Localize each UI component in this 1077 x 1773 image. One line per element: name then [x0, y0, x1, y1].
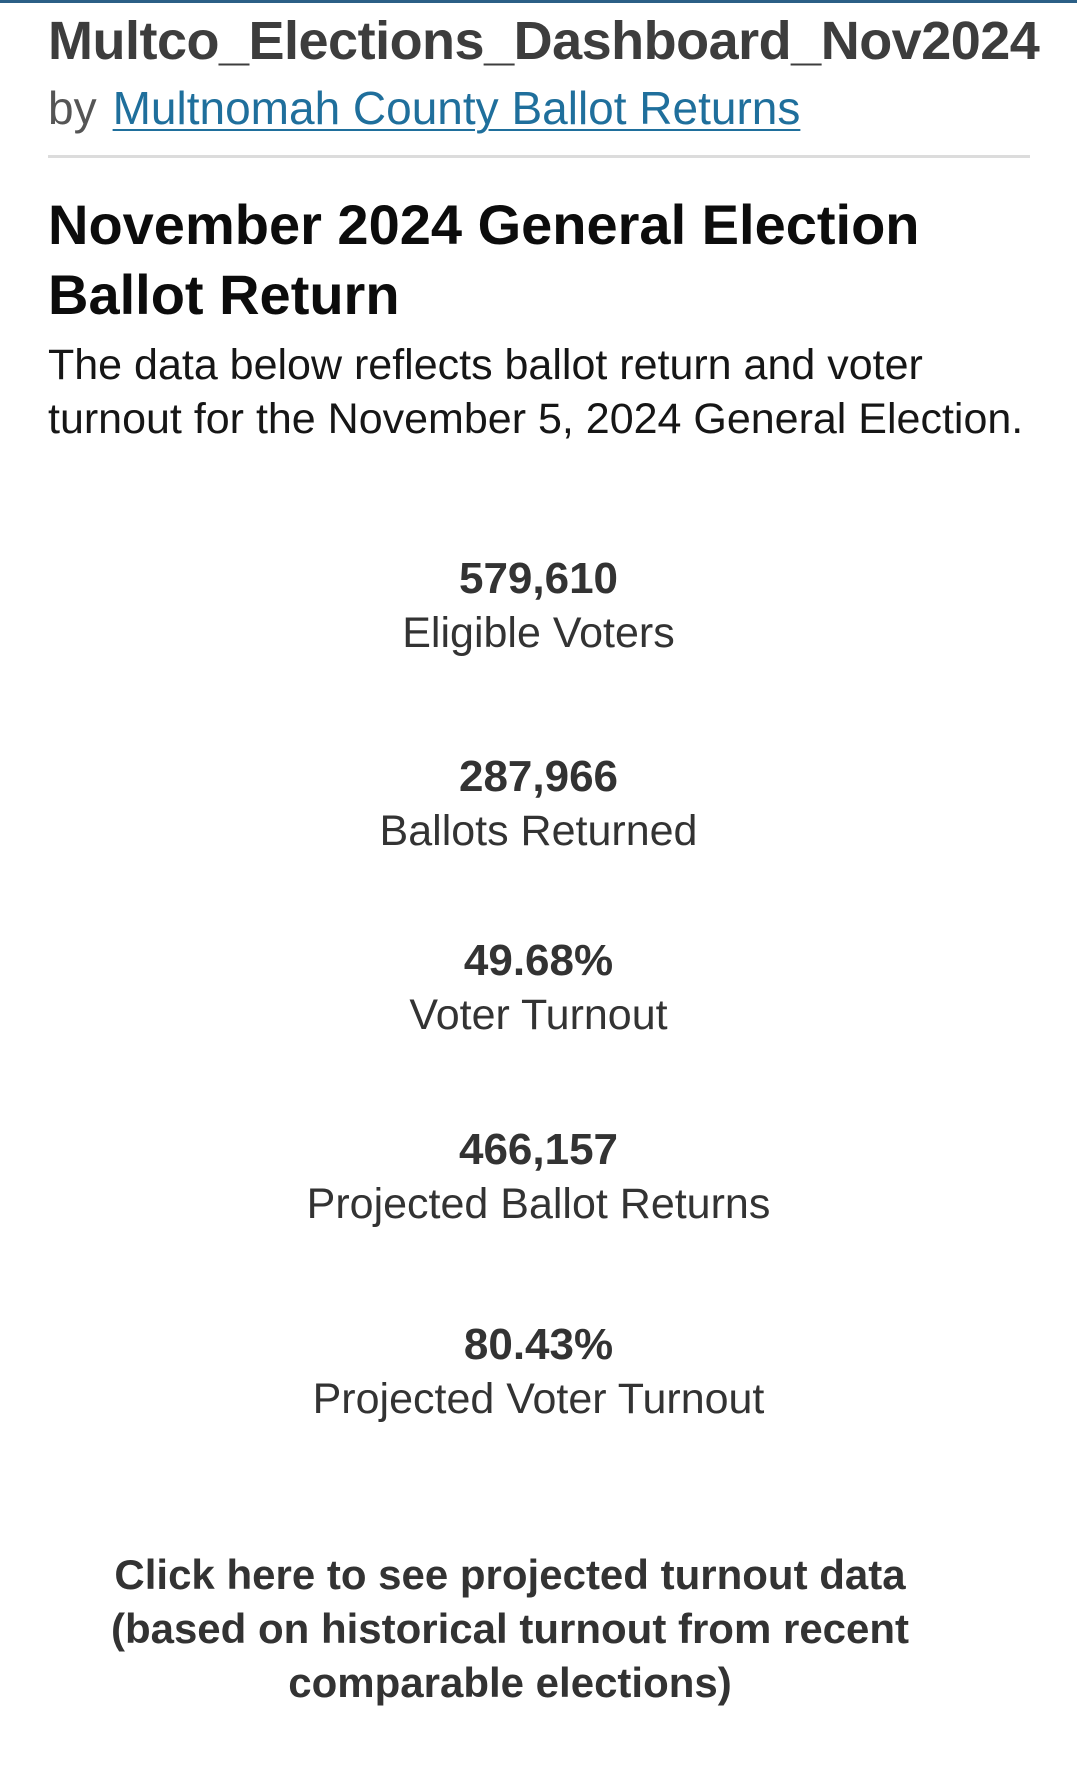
stat-projected-voter-turnout [0, 1319, 1077, 1427]
page-description: The data below reflects ballot return and voter turnout for the November 5, 2024 General Election. [48, 341, 1024, 443]
projected-turnout-link[interactable]: Click here to see projected turnout data (based on historical turnout from recent comparable elections) [110, 1551, 910, 1706]
stat-value: 49.68% [463, 936, 614, 985]
stat-label: Projected Voter Turnout [312, 1375, 765, 1423]
stat-voter-turnout [0, 935, 1077, 1043]
stat-value: 466,157 [458, 1125, 619, 1174]
stat-value: 287,966 [458, 752, 619, 801]
stat-label: Projected Ballot Returns [306, 1180, 771, 1228]
stat-label: Ballots Returned [379, 807, 698, 855]
intro-section [48, 190, 1028, 446]
stat-value: 80.43% [463, 1320, 614, 1369]
stat-value: 579,610 [458, 554, 619, 603]
top-accent-rule [0, 0, 1077, 3]
page-heading: November 2024 General Election Ballot Return [48, 193, 920, 326]
stat-projected-ballot-returns [0, 1124, 1077, 1232]
dashboard-header [48, 6, 1077, 138]
header-divider [48, 155, 1030, 158]
stat-label: Voter Turnout [409, 991, 668, 1039]
stat-eligible-voters [0, 553, 1077, 661]
byline-prefix: by [48, 82, 97, 134]
stat-ballots-returned [0, 751, 1077, 859]
stat-label: Eligible Voters [402, 609, 675, 657]
byline [48, 78, 1077, 138]
author-link[interactable]: Multnomah County Ballot Returns [112, 82, 801, 134]
dashboard-title: Multco_Elections_Dashboard_Nov2024 [48, 11, 1040, 71]
